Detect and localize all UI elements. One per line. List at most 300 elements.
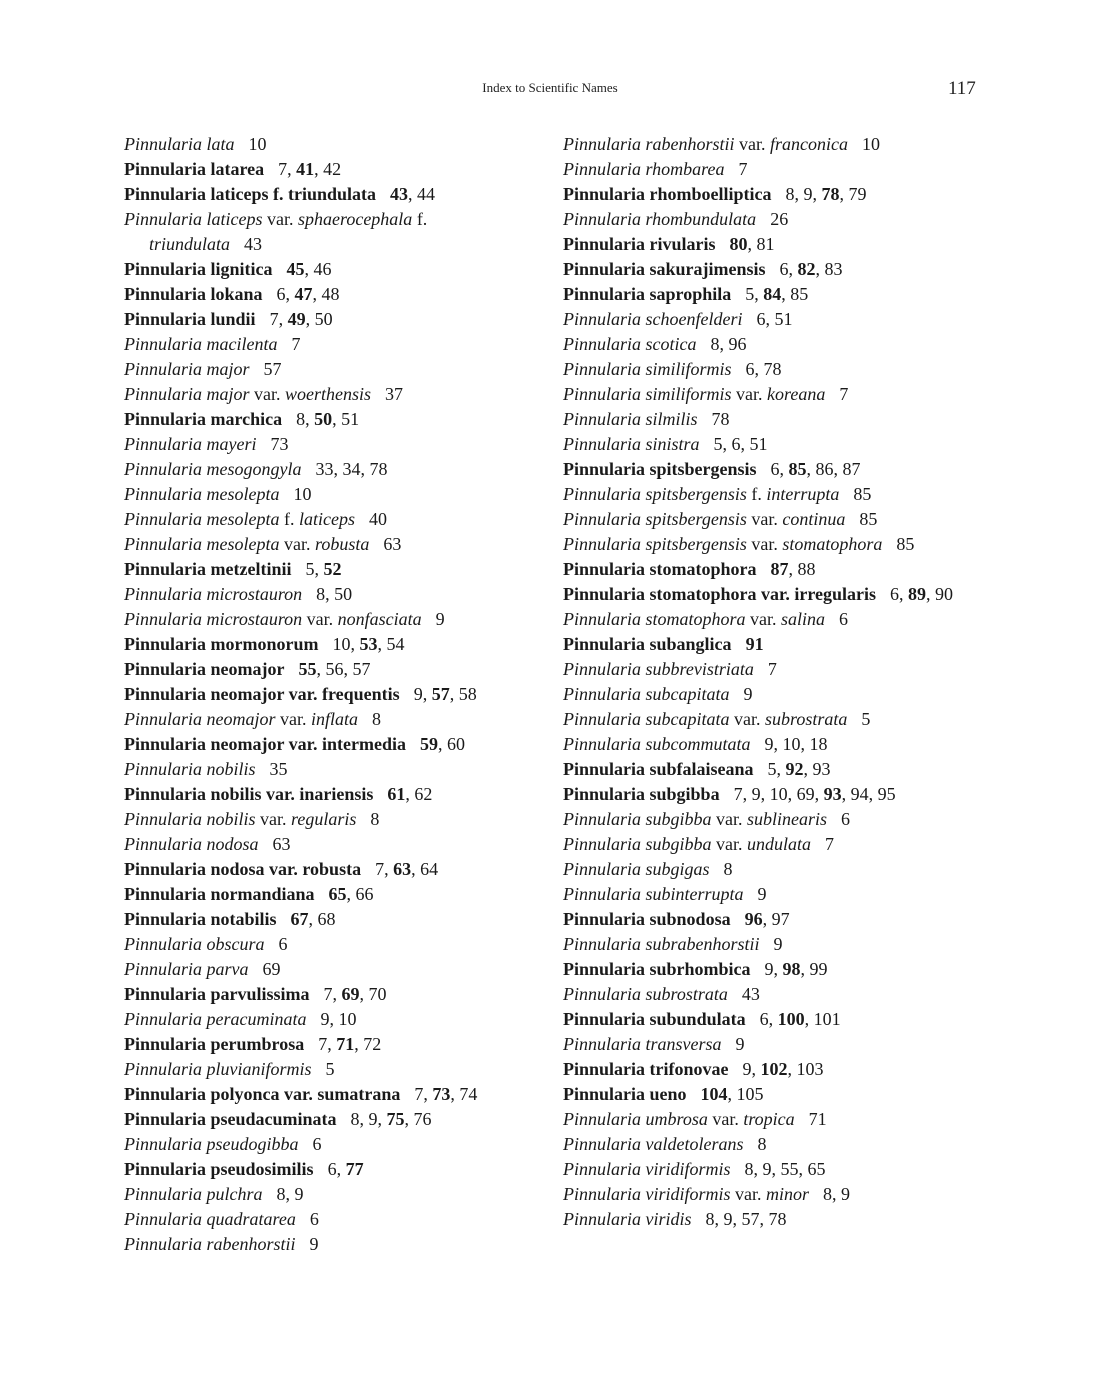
page-ref: 6, <box>327 1159 346 1179</box>
entry-text: , 66 <box>346 884 374 904</box>
taxon-name: Pinnularia nobilis <box>124 759 256 779</box>
page-ref: 8, 9, 57, 78 <box>705 1209 787 1229</box>
entry-text: , 72 <box>354 1034 382 1054</box>
taxon-name: Pinnularia latarea <box>124 159 265 179</box>
page-ref: 6, 78 <box>745 359 782 379</box>
page-ref: 65 <box>328 884 347 904</box>
entry-text: var. <box>279 534 315 554</box>
page-ref: 102 <box>760 1059 788 1079</box>
index-entry <box>124 907 534 932</box>
index-entry <box>124 482 534 507</box>
taxon-name: Pinnularia stomatophora <box>563 609 746 629</box>
taxon-name: Pinnularia lokana <box>124 284 263 304</box>
taxon-name: Pinnularia sinistra <box>563 434 700 454</box>
index-entry <box>124 732 534 757</box>
index-entry <box>124 1232 534 1257</box>
page-ref: 57 <box>263 359 282 379</box>
taxon-name: Pinnularia subgibba <box>563 834 712 854</box>
page-ref: 9, <box>764 959 783 979</box>
page-ref: 85 <box>859 509 878 529</box>
taxon-name: Pinnularia stomatophora var. irregularis <box>563 584 877 604</box>
taxon-name: Pinnularia perumbrosa <box>124 1034 305 1054</box>
index-entry <box>563 457 975 482</box>
entry-text: , 97 <box>762 909 790 929</box>
index-entry <box>563 182 975 207</box>
taxon-name: Pinnularia pseudacuminata <box>124 1109 337 1129</box>
entry-text: , 83 <box>815 259 843 279</box>
page-ref: 89 <box>908 584 927 604</box>
entry-text: f. <box>412 209 428 229</box>
taxon-name: interrupta <box>766 484 840 504</box>
taxon-name: Pinnularia parvulissima <box>124 984 310 1004</box>
taxon-name: Pinnularia spitsbergensis <box>563 509 747 529</box>
taxon-name: Pinnularia similiformis <box>563 384 732 404</box>
taxon-name: salina <box>781 609 826 629</box>
page-ref: 77 <box>345 1159 364 1179</box>
entry-text: var. <box>731 384 768 404</box>
index-entry <box>563 982 975 1007</box>
page-ref: 9 <box>735 1034 745 1054</box>
entry-text: , 48 <box>312 284 340 304</box>
taxon-name: koreana <box>767 384 826 404</box>
entry-text: , 42 <box>314 159 342 179</box>
page-ref: 9 <box>309 1234 319 1254</box>
index-entry <box>124 457 534 482</box>
taxon-name: Pinnularia peracuminata <box>124 1009 307 1029</box>
page-ref: 52 <box>323 559 342 579</box>
index-entry <box>124 357 534 382</box>
index-entry <box>124 607 534 632</box>
index-entry <box>124 1207 534 1232</box>
page-ref: 6, 51 <box>756 309 793 329</box>
page-ref: 96 <box>744 909 763 929</box>
taxon-name: Pinnularia subcapitata <box>563 684 730 704</box>
taxon-name: continua <box>782 509 846 529</box>
taxon-name: Pinnularia subgigas <box>563 859 710 879</box>
index-entry <box>563 557 975 582</box>
page-ref: 10 <box>248 134 267 154</box>
taxon-name: Pinnularia saprophila <box>563 284 732 304</box>
page-ref: 6, <box>890 584 909 604</box>
page-ref: 8, 50 <box>316 584 353 604</box>
index-entry <box>124 332 534 357</box>
page-ref: 43 <box>741 984 760 1004</box>
taxon-name: Pinnularia similiformis <box>563 359 732 379</box>
taxon-name: Pinnularia parva <box>124 959 249 979</box>
entry-text: , 94, 95 <box>841 784 896 804</box>
taxon-name: Pinnularia subcapitata <box>563 709 730 729</box>
index-entry <box>563 407 975 432</box>
page-ref: 9, <box>413 684 432 704</box>
taxon-name: Pinnularia pulchra <box>124 1184 263 1204</box>
page-ref: 8 <box>372 709 382 729</box>
index-entry <box>124 782 534 807</box>
taxon-name: Pinnularia lignitica <box>124 259 273 279</box>
page-ref: 6, <box>759 1009 778 1029</box>
page-ref: 8, <box>296 409 315 429</box>
page-ref: 84 <box>763 284 782 304</box>
entry-text: , 68 <box>308 909 336 929</box>
taxon-name: Pinnularia spitsbergensis <box>563 534 747 554</box>
page-ref: 7, 9, 10, 69, <box>733 784 824 804</box>
index-entry <box>124 882 534 907</box>
page-ref: 8, 96 <box>710 334 747 354</box>
taxon-name: subrostrata <box>765 709 848 729</box>
page-ref: 91 <box>745 634 764 654</box>
page-ref: 6 <box>312 1134 322 1154</box>
running-title: Index to Scientific Names <box>482 80 618 95</box>
index-entry <box>124 807 534 832</box>
taxon-name: triundulata <box>149 234 231 254</box>
taxon-name: Pinnularia subrhombica <box>563 959 751 979</box>
page-ref: 92 <box>785 759 804 779</box>
index-entry <box>563 1082 975 1107</box>
taxon-name: Pinnularia subrabenhorstii <box>563 934 760 954</box>
page-ref: 71 <box>808 1109 827 1129</box>
taxon-name: Pinnularia lundii <box>124 309 256 329</box>
taxon-name: Pinnularia rivularis <box>563 234 716 254</box>
index-entry <box>563 882 975 907</box>
entry-text: , 64 <box>411 859 439 879</box>
entry-text: f. <box>279 509 299 529</box>
index-entry <box>124 557 534 582</box>
entry-text: , 81 <box>747 234 775 254</box>
taxon-name: Pinnularia spitsbergensis <box>563 459 757 479</box>
index-entry <box>124 1182 534 1207</box>
index-entry <box>563 207 975 232</box>
taxon-name: Pinnularia transversa <box>563 1034 722 1054</box>
page-ref: 9, <box>742 1059 761 1079</box>
page-ref: 9 <box>773 934 783 954</box>
index-entry <box>124 632 534 657</box>
index-entry <box>124 382 534 407</box>
taxon-name: Pinnularia microstauron <box>124 584 303 604</box>
entry-text: , 58 <box>449 684 477 704</box>
index-entry <box>563 957 975 982</box>
index-entry <box>563 907 975 932</box>
page-ref: 9, 10, 18 <box>764 734 828 754</box>
index-entry <box>124 932 534 957</box>
page-ref: 5, <box>305 559 324 579</box>
taxon-name: Pinnularia viridiformis <box>563 1184 731 1204</box>
page-ref: 6 <box>309 1209 319 1229</box>
page-ref: 10, <box>332 634 360 654</box>
index-entry <box>124 582 534 607</box>
page-ref: 47 <box>294 284 313 304</box>
taxon-name: Pinnularia subanglica <box>563 634 732 654</box>
page-ref: 69 <box>262 959 281 979</box>
entry-text: var. <box>707 1109 744 1129</box>
taxon-name: Pinnularia metzeltinii <box>124 559 292 579</box>
page-ref: 98 <box>782 959 801 979</box>
page-ref: 41 <box>296 159 315 179</box>
page-ref: 49 <box>287 309 306 329</box>
entry-text: , 99 <box>800 959 828 979</box>
page-ref: 9 <box>743 684 753 704</box>
page-ref: 43 <box>244 234 263 254</box>
entry-text: , 88 <box>788 559 816 579</box>
index-entry <box>563 632 975 657</box>
taxon-name: robusta <box>315 534 370 554</box>
page-ref: 75 <box>386 1109 405 1129</box>
taxon-name: franconica <box>770 134 849 154</box>
page-ref: 7, <box>323 984 342 1004</box>
index-entry <box>124 1032 534 1057</box>
index-entry <box>563 232 975 257</box>
page-ref: 80 <box>729 234 748 254</box>
page-ref: 37 <box>385 384 404 404</box>
page-ref: 69 <box>341 984 360 1004</box>
index-entry <box>124 982 534 1007</box>
page-ref: 7, <box>375 859 394 879</box>
page-ref: 8, 9, <box>350 1109 387 1129</box>
entry-text: , 60 <box>438 734 465 754</box>
taxon-name: undulata <box>747 834 812 854</box>
entry-text: f. <box>746 484 767 504</box>
taxon-name: Pinnularia viridis <box>563 1209 692 1229</box>
page-ref: 85 <box>853 484 872 504</box>
taxon-name: Pinnularia subbrevistriata <box>563 659 754 679</box>
taxon-name: Pinnularia nobilis <box>124 809 256 829</box>
index-entry <box>563 732 975 757</box>
taxon-name: Pinnularia subgibba <box>563 784 720 804</box>
index-entry <box>563 1207 975 1232</box>
entry-text: var. <box>275 709 311 729</box>
index-entry <box>124 1082 534 1107</box>
index-entry <box>563 582 975 607</box>
index-entry <box>563 782 975 807</box>
taxon-name: Pinnularia marchica <box>124 409 283 429</box>
index-entry <box>124 407 534 432</box>
index-entry <box>124 257 534 282</box>
entry-text: var. <box>734 134 771 154</box>
index-entry <box>124 1132 534 1157</box>
page-ref: 78 <box>711 409 730 429</box>
index-entry <box>563 482 975 507</box>
taxon-name: Pinnularia neomajor <box>124 659 285 679</box>
index-entry <box>124 957 534 982</box>
taxon-name: Pinnularia major <box>124 384 250 404</box>
taxon-name: regularis <box>291 809 357 829</box>
taxon-name: Pinnularia mesogongyla <box>124 459 302 479</box>
taxon-name: Pinnularia microstauron <box>124 609 303 629</box>
taxon-name: Pinnularia subundulata <box>563 1009 746 1029</box>
entry-text: , 93 <box>803 759 831 779</box>
index-column-left <box>124 132 534 1257</box>
index-entry <box>563 282 975 307</box>
index-entry <box>563 757 975 782</box>
index-entry <box>124 1057 534 1082</box>
page-ref: 104 <box>700 1084 728 1104</box>
page-ref: 26 <box>770 209 789 229</box>
taxon-name: Pinnularia valdetolerans <box>563 1134 744 1154</box>
entry-text: var. <box>730 1184 767 1204</box>
taxon-name: laticeps <box>299 509 355 529</box>
page-ref: 6 <box>839 609 849 629</box>
index-entry <box>124 432 534 457</box>
index-entry <box>124 207 534 257</box>
index-entry <box>563 532 975 557</box>
index-entry <box>563 1157 975 1182</box>
index-entry <box>563 157 975 182</box>
entry-text: , 74 <box>450 1084 478 1104</box>
index-column-right <box>563 132 975 1232</box>
page-ref: 6, <box>276 284 295 304</box>
taxon-name: Pinnularia subrostrata <box>563 984 728 1004</box>
index-entry <box>563 432 975 457</box>
index-entry <box>124 1007 534 1032</box>
page-ref: 78 <box>821 184 840 204</box>
taxon-name: Pinnularia pseudogibba <box>124 1134 299 1154</box>
index-entry <box>124 682 534 707</box>
index-entry <box>124 282 534 307</box>
page-ref: 7, <box>269 309 288 329</box>
index-entry <box>563 257 975 282</box>
index-entry <box>563 607 975 632</box>
page-ref: 59 <box>420 734 438 754</box>
taxon-name: Pinnularia obscura <box>124 934 265 954</box>
entry-text: var. <box>745 609 782 629</box>
entry-text: , 86, 87 <box>806 459 861 479</box>
page-ref: 7 <box>825 834 835 854</box>
index-entry <box>563 332 975 357</box>
taxon-name: Pinnularia sakurajimensis <box>563 259 766 279</box>
entry-text: var. <box>302 609 338 629</box>
page-ref: 8 <box>723 859 733 879</box>
index-entry <box>563 657 975 682</box>
index-entry <box>124 857 534 882</box>
taxon-name: Pinnularia rabenhorstii <box>563 134 735 154</box>
page-ref: 6, <box>779 259 798 279</box>
taxon-name: Pinnularia normandiana <box>124 884 315 904</box>
page-ref: 9 <box>435 609 445 629</box>
taxon-name: Pinnularia mayeri <box>124 434 257 454</box>
taxon-name: Pinnularia notabilis <box>124 909 277 929</box>
entry-text: , 56, 57 <box>316 659 371 679</box>
page-ref: 8, 9 <box>823 1184 851 1204</box>
entry-text: var. <box>746 534 783 554</box>
page-ref: 35 <box>269 759 288 779</box>
index-entry <box>124 307 534 332</box>
index-entry <box>124 532 534 557</box>
page-ref: 7 <box>291 334 301 354</box>
page-ref: 6 <box>841 809 851 829</box>
taxon-name: inflata <box>311 709 359 729</box>
entry-text: var. <box>746 509 783 529</box>
taxon-name: Pinnularia umbrosa <box>563 1109 708 1129</box>
page-ref: 100 <box>777 1009 805 1029</box>
entry-text: , 50 <box>305 309 333 329</box>
taxon-name: Pinnularia scotica <box>563 334 697 354</box>
index-entry <box>563 132 975 157</box>
taxon-name: Pinnularia macilenta <box>124 334 278 354</box>
taxon-name: nonfasciata <box>337 609 422 629</box>
taxon-name: Pinnularia subinterrupta <box>563 884 744 904</box>
page-ref: 5, 6, 51 <box>713 434 768 454</box>
taxon-name: Pinnularia mesolepta <box>124 509 280 529</box>
page-ref: 10 <box>293 484 312 504</box>
taxon-name: sphaerocephala <box>298 209 413 229</box>
entry-text: , 103 <box>787 1059 824 1079</box>
index-entry <box>124 507 534 532</box>
entry-text: , 105 <box>727 1084 764 1104</box>
index-entry <box>124 157 534 182</box>
taxon-name: Pinnularia mesolepta <box>124 484 280 504</box>
page-ref: 5, <box>745 284 764 304</box>
taxon-name: Pinnularia mormonorum <box>124 634 319 654</box>
page-ref: 85 <box>788 459 807 479</box>
page-ref: 82 <box>797 259 816 279</box>
taxon-name: Pinnularia polyonca var. sumatrana <box>124 1084 401 1104</box>
entry-text: , 76 <box>404 1109 432 1129</box>
taxon-name: Pinnularia neomajor var. frequentis <box>124 684 400 704</box>
index-entry <box>563 832 975 857</box>
page-ref: 57 <box>431 684 450 704</box>
index-entry <box>124 657 534 682</box>
page-ref: 6, <box>770 459 789 479</box>
entry-text: , 90 <box>926 584 954 604</box>
page-ref: 6 <box>278 934 288 954</box>
page-ref: 8, 9, 55, 65 <box>744 1159 826 1179</box>
entry-text: , 85 <box>781 284 809 304</box>
page-ref: 50 <box>314 409 333 429</box>
page-ref: 55 <box>298 659 317 679</box>
page-ref: 63 <box>383 534 402 554</box>
taxon-name: Pinnularia subnodosa <box>563 909 731 929</box>
taxon-name: Pinnularia stomatophora <box>563 559 757 579</box>
page-ref: 9 <box>757 884 767 904</box>
taxon-name: Pinnularia nobilis var. inariensis <box>124 784 374 804</box>
taxon-name: Pinnularia major <box>124 359 250 379</box>
page-ref: 8, 9 <box>276 1184 304 1204</box>
entry-text: var. <box>711 834 748 854</box>
index-entry <box>563 1107 975 1132</box>
index-entry <box>563 857 975 882</box>
entry-text: , 101 <box>804 1009 841 1029</box>
index-entry <box>124 832 534 857</box>
entry-text: var. <box>711 809 748 829</box>
page-ref: 7 <box>738 159 748 179</box>
taxon-name: Pinnularia neomajor var. intermedia <box>124 734 406 754</box>
index-entry <box>124 1107 534 1132</box>
page-ref: 85 <box>896 534 915 554</box>
entry-text: var. <box>262 209 298 229</box>
index-entry <box>124 707 534 732</box>
page-ref: 5, <box>767 759 786 779</box>
page-number: 117 <box>948 78 976 99</box>
taxon-name: Pinnularia rhomboelliptica <box>563 184 772 204</box>
page-ref: 67 <box>290 909 309 929</box>
entry-text: , 44 <box>408 184 436 204</box>
page-ref: 63 <box>393 859 412 879</box>
page-ref: 73 <box>270 434 289 454</box>
page-ref: 7 <box>767 659 777 679</box>
taxon-name: Pinnularia spitsbergensis <box>563 484 747 504</box>
page-ref: 71 <box>336 1034 355 1054</box>
page-ref: 7, <box>318 1034 337 1054</box>
index-entry <box>563 1007 975 1032</box>
index-entry <box>124 132 534 157</box>
taxon-name: Pinnularia lata <box>124 134 235 154</box>
page-ref: 63 <box>272 834 291 854</box>
taxon-name: Pinnularia nodosa var. robusta <box>124 859 362 879</box>
entry-text: , 51 <box>332 409 360 429</box>
page-ref: 43 <box>390 184 409 204</box>
index-entry <box>563 382 975 407</box>
page-ref: 61 <box>387 784 406 804</box>
taxon-name: Pinnularia schoenfelderi <box>563 309 743 329</box>
index-entry <box>124 1157 534 1182</box>
